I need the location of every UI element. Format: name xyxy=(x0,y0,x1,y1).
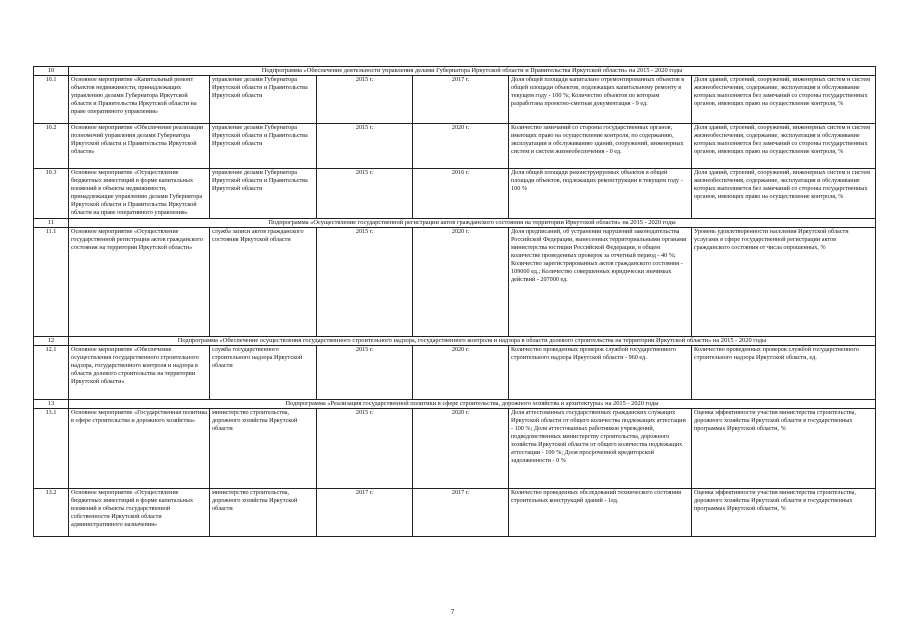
row-number: 10.3 xyxy=(34,169,69,219)
row-number: 11.1 xyxy=(34,227,69,336)
row-number: 10.2 xyxy=(34,124,69,169)
table-row xyxy=(34,124,876,169)
executor-cell: управление делами Губернатора Иркутской области и Правительства Иркутской области xyxy=(210,124,317,169)
program-indicator-cell: Оценка эффективности участия министерства строительства, дорожного хозяйства Иркутской области в государственных программах Иркутской области, % xyxy=(692,488,876,536)
end-year-cell: 2016 г. xyxy=(413,169,509,219)
start-year-cell: 2015 г. xyxy=(317,345,413,399)
start-year-cell: 2017 г. xyxy=(317,488,413,536)
event-cell: Основное мероприятие «Капитальный ремонт объектов недвижимости, принадлежащих управлению делами Губернатора Иркутской области и Правительства Иркутской области на праве оперативного управления» xyxy=(69,76,210,124)
table-body xyxy=(34,67,876,537)
event-cell: Основное мероприятие «Осуществление бюджетных инвестиций в форме капитальных вложений в объекты государственной собственности Иркутской области административного назначения» xyxy=(69,488,210,536)
event-cell: Основное мероприятие «Осуществление государственной регистрации актов гражданского состояния на территории Иркутской области» xyxy=(69,227,210,336)
end-year-cell: 2020 г. xyxy=(413,408,509,488)
row-number: 12 xyxy=(34,336,69,345)
program-indicator-cell: Доля зданий, строений, сооружений, инженерных систем и систем жизнеобеспечения, содержание, эксплуатация и обслуживание которых выполняется без замечаний со стороны государственных органов, имеющих право на осуществление контроля, % xyxy=(692,169,876,219)
subprogram-title: Подпрограмма «Реализация государственной политики в сфере строительства, дорожного хозяйства и архитектуры» на 2015 - 2020 годы xyxy=(69,399,876,408)
indicator-cell: Количество проведенных обследований технического состояния строительных конструкций зданий - 1ед. xyxy=(509,488,692,536)
program-indicator-cell: Доля зданий, строений, сооружений, инженерных систем и систем жизнеобеспечения, содержание, эксплуатация и обслуживание которых выполняется без замечаний со стороны государственных органов, имеющих право на осуществление контроля, % xyxy=(692,76,876,124)
indicator-cell: Количество проведенных проверок службой государственного строительного надзора Иркутской области - 960 ед. xyxy=(509,345,692,399)
table-row xyxy=(34,345,876,399)
start-year-cell: 2015 г. xyxy=(317,169,413,219)
program-table xyxy=(33,66,876,537)
page-number: 7 xyxy=(450,608,455,616)
subprogram-row xyxy=(34,399,876,408)
subprogram-row xyxy=(34,336,876,345)
executor-cell: министерство строительства, дорожного хозяйства Иркутской области xyxy=(210,488,317,536)
event-cell: Основное мероприятие «Осуществление бюджетных инвестиций в форме капитальных вложений в объекты недвижимости, принадлежащие управлению делами Губернатора Иркутской области и Правительства Иркутской области на праве оперативного управления» xyxy=(69,169,210,219)
executor-cell: служба записи актов гражданского состояния Иркутской области xyxy=(210,227,317,336)
program-indicator-cell: Доля зданий, строений, сооружений, инженерных систем и систем жизнеобеспечения, содержание, эксплуатация и обслуживание которых выполняется без замечаний со стороны государственных органов, имеющих право на осуществление контроля, % xyxy=(692,124,876,169)
executor-cell: министерство строительства, дорожного хозяйства Иркутской области xyxy=(210,408,317,488)
subprogram-row xyxy=(34,218,876,227)
start-year-cell: 2015 г. xyxy=(317,76,413,124)
end-year-cell: 2020 г. xyxy=(413,124,509,169)
table-row xyxy=(34,488,876,536)
executor-cell: служба государственного строительного надзора Иркутской области xyxy=(210,345,317,399)
table-row xyxy=(34,169,876,219)
indicator-cell: Доля предписаний, об устранении нарушений законодательства Российской Федерации, вынесенных территориальными органами министерства юстиции Российской Федерации, в общем количестве проведенных проверок за отчетный период - 40 %; Количество зарегистрированных актов гражданского состояния - 109000 ед.; Количество совершенных юридически значимых действий - 207000 ед. xyxy=(509,227,692,336)
table-row xyxy=(34,408,876,488)
indicator-cell: Доля общей площади реконструируемых объектов в общей площади объектов, подлежащих реконструкции в текущем году - 100 % xyxy=(509,169,692,219)
row-number: 13.1 xyxy=(34,408,69,488)
end-year-cell: 2017 г. xyxy=(413,76,509,124)
subprogram-title: Подпрограмма «Обеспечение деятельности управления делами Губернатора Иркутской области и Правительства Иркутской области» на 2015 - 2020 годы xyxy=(69,67,876,76)
indicator-cell: Доля общей площади капитально отремонтированных объектов в общей площади объектов, подлежащих капитальному ремонту в текущем году - 100 %; Количество объектов по которым разработана проектно-сметная документация - 9 ед. xyxy=(509,76,692,124)
subprogram-row xyxy=(34,67,876,76)
start-year-cell: 2015 г. xyxy=(317,408,413,488)
row-number: 12.1 xyxy=(34,345,69,399)
table-row xyxy=(34,76,876,124)
end-year-cell: 2020 г. xyxy=(413,227,509,336)
subprogram-title: Подпрограмма «Обеспечение осуществления государственного строительного надзора, государственного контроля и надзора в области долевого строительства на территории Иркутской области» на 2015 - 2020 годы xyxy=(69,336,876,345)
row-number: 13.2 xyxy=(34,488,69,536)
executor-cell: управление делами Губернатора Иркутской области и Правительства Иркутской области xyxy=(210,169,317,219)
event-cell: Основное мероприятие «Государственная политика в сфере строительства и дорожного хозяйства» xyxy=(69,408,210,488)
table-row xyxy=(34,227,876,336)
indicator-cell: Доля аттестованных государственных гражданских служащих Иркутской области от общего количества подлежащих аттестации - 100 %; Доля аттестованных работников учреждений, подведомственных министерству строительства, дорожного хозяйства Иркутской области от общего количества подлежащих аттестации - 100 %; Доля просроченной кредиторской задолженности - 0 % xyxy=(509,408,692,488)
end-year-cell: 2017 г. xyxy=(413,488,509,536)
program-indicator-cell: Оценка эффективности участия министерства строительства, дорожного хозяйства Иркутской области в государственных программах Иркутской области, % xyxy=(692,408,876,488)
start-year-cell: 2015 г. xyxy=(317,124,413,169)
event-cell: Основное мероприятие «Обеспечение осуществления государственного строительного надзора, государственного контроля и надзора в области долевого строительства на территории Иркутской области» xyxy=(69,345,210,399)
program-indicator-cell: Уровень удовлетворенности населения Иркутской области услугами в сфере государственной регистрации актов гражданского состояния от числа опрошенных, % xyxy=(692,227,876,336)
row-number: 11 xyxy=(34,218,69,227)
event-cell: Основное мероприятие «Обеспечение реализации полномочий управления делами Губернатора Иркутской области и Правительства Иркутской области» xyxy=(69,124,210,169)
start-year-cell: 2015 г. xyxy=(317,227,413,336)
program-indicator-cell: Количество проведенных проверок службой государственного строительного надзора Иркутской области, ед. xyxy=(692,345,876,399)
row-number: 13 xyxy=(34,399,69,408)
executor-cell: управление делами Губернатора Иркутской области и Правительства Иркутской области xyxy=(210,76,317,124)
row-number: 10 xyxy=(34,67,69,76)
end-year-cell: 2020 г. xyxy=(413,345,509,399)
subprogram-title: Подпрограмма «Осуществление государственной регистрации актов гражданского состояния на территории Иркутской области» на 2015 - 2020 годы xyxy=(69,218,876,227)
indicator-cell: Количество замечаний со стороны государственных органов, имеющих право на осуществление контроля, по содержанию, эксплуатации и обслуживанию зданий, сооружений, инженерных систем и систем жизнеобеспечения - 0 ед. xyxy=(509,124,692,169)
row-number: 10.1 xyxy=(34,76,69,124)
